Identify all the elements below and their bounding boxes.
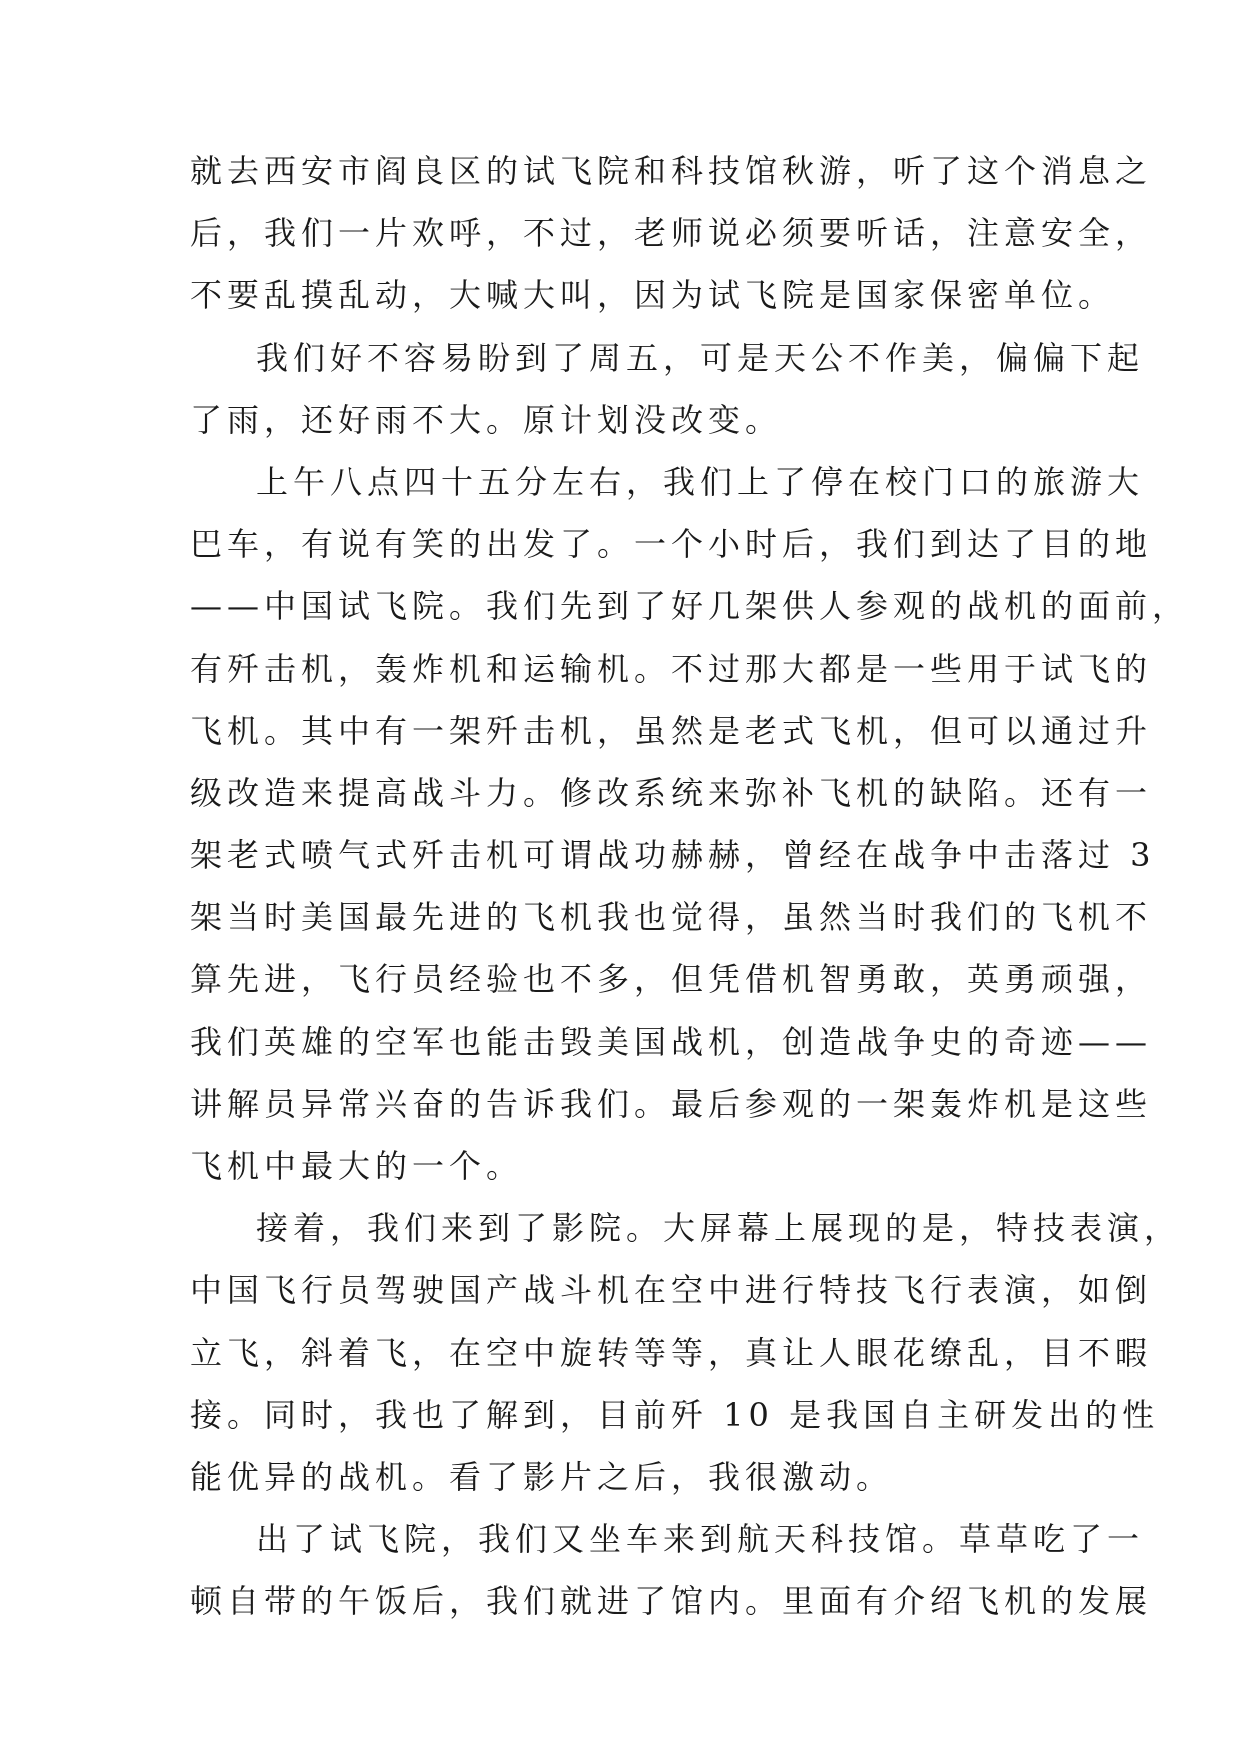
paragraph-3-line-7: 架老式喷气式歼击机可谓战功赫赫，曾经在战争中击落过 3 <box>190 836 1156 875</box>
paragraph-3-line-2: 巴车，有说有笑的出发了。一个小时后，我们到达了目的地 <box>190 525 1153 564</box>
paragraph-3-line-5: 飞机。其中有一架歼击机，虽然是老式飞机，但可以通过升 <box>190 711 1153 750</box>
paragraph-3-line-12: 飞机中最大的一个。 <box>190 1147 524 1185</box>
paragraph-1-line-3: 不要乱摸乱动，大喊大叫，因为试飞院是国家保密单位。 <box>190 276 1116 315</box>
paragraph-4-line-2: 中国飞行员驾驶国产战斗机在空中进行特技飞行表演，如倒 <box>190 1271 1153 1310</box>
paragraph-5-line-2: 顿自带的午饭后，我们就进了馆内。里面有介绍飞机的发展 <box>190 1582 1153 1621</box>
document-body <box>190 140 1190 1633</box>
paragraph-4-line-3: 立飞，斜着飞，在空中旋转等等，真让人眼花缭乱，目不暇 <box>190 1333 1153 1372</box>
paragraph-4-line-4: 接。同时，我也了解到，目前歼 10 是我国自主研发出的性 <box>190 1395 1160 1434</box>
paragraph-3-line-1: 上午八点四十五分左右，我们上了停在校门口的旅游大 <box>256 462 1145 501</box>
paragraph-4-line-1: 接着，我们来到了影院。大屏幕上展现的是，特技表演， <box>256 1209 1182 1248</box>
paragraph-2-line-1: 我们好不容易盼到了周五，可是天公不作美，偏偏下起 <box>256 338 1145 377</box>
paragraph-1-line-1: 就去西安市阎良区的试飞院和科技馆秋游，听了这个消息之 <box>190 152 1153 190</box>
paragraph-5-line-1: 出了试飞院，我们又坐车来到航天科技馆。草草吃了一 <box>256 1520 1145 1559</box>
paragraph-3-line-3: ——中国试飞院。我们先到了好几架供人参观的战机的面前， <box>190 587 1190 626</box>
paragraph-3-line-11: 讲解员异常兴奋的告诉我们。最后参观的一架轰炸机是这些 <box>190 1084 1153 1123</box>
paragraph-3-line-10: 我们英雄的空军也能击毁美国战机，创造战争史的奇迹—— <box>190 1022 1153 1061</box>
paragraph-3-line-9: 算先进，飞行员经验也不多，但凭借机智勇敢，英勇顽强， <box>190 960 1153 999</box>
paragraph-2-line-2: 了雨，还好雨不大。原计划没改变。 <box>190 400 783 439</box>
paragraph-4-line-5: 能优异的战机。看了影片之后，我很激动。 <box>190 1457 894 1496</box>
paragraph-3-line-6: 级改造来提高战斗力。修改系统来弥补飞机的缺陷。还有一 <box>190 773 1153 812</box>
paragraph-3-line-8: 架当时美国最先进的飞机我也觉得，虽然当时我们的飞机不 <box>190 898 1153 937</box>
paragraph-1-line-2: 后，我们一片欢呼，不过，老师说必须要听话，注意安全， <box>190 214 1153 253</box>
paragraph-3-line-4: 有歼击机，轰炸机和运输机。不过那大都是一些用于试飞的 <box>190 649 1153 688</box>
